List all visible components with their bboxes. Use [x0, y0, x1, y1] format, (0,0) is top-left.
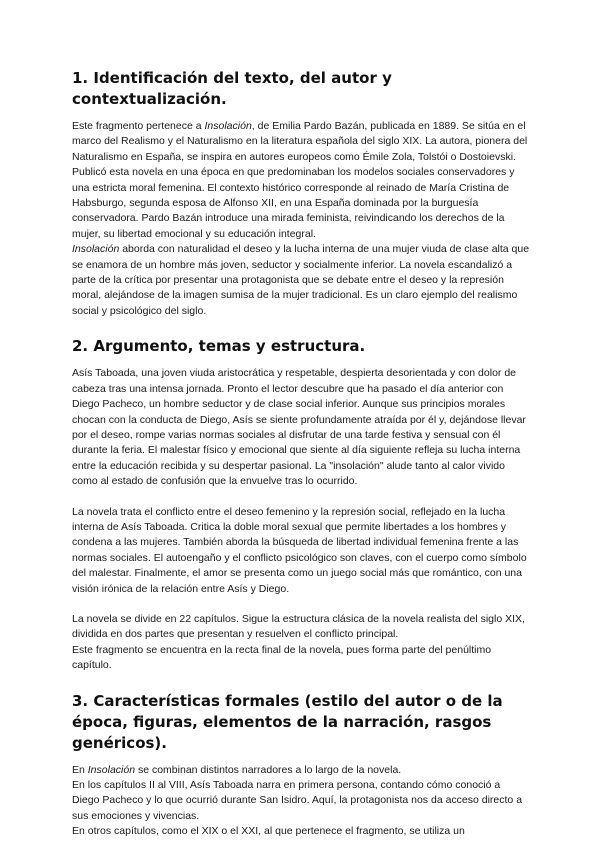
book-title: Insolación — [204, 120, 252, 132]
book-title: Insolación — [72, 243, 120, 256]
section-2-heading: 2. Argumento, temas y estructura. — [72, 337, 366, 356]
section-1-heading: 1. Identificación del texto, del autor y contextualización. — [72, 69, 392, 108]
text-run: se combinan distintos narradores a lo largo de la novela. — [135, 763, 402, 776]
section-2-paragraph-3: La novela se divide en 22 capítulos. Sigue la estructura clásica de la novela realista del siglo XIX, dividida en dos partes que presentan y resuelven el conflicto principal. — [72, 612, 525, 641]
text-run: Este fragmento pertenece a — [72, 120, 205, 132]
section-2-paragraph-1: Asís Taboada, una joven viuda aristocrática y respetable, despierta desorientada y con dolor de cabeza tras una intensa jornada. Pronto el lector descubre que ha pasado el día anterior con Diego Pacheco, un hombre seductor y de clase social inferior. Aunque sus principios morales chocan con la conducta de Diego, Asís se siente profundamente atraída por él y, dejándose llevar por el deseo, rompe varias normas sociales al disfrutar de una tarde festiva y sensual con él durante la feria. El malestar físico y emocional que siente al día siguiente refleja su lucha interna entre la educación recibida y su despertar pasional. La "insolación" alude tanto al calor vivido como al estado de confusión que la envuelve tras lo ocurrido. — [72, 367, 526, 488]
section-2-paragraph-4: Este fragmento se encuentra en la recta final de la novela, pues forma parte del penúltimo capítulo. — [72, 643, 492, 672]
book-title: Insolación — [87, 763, 136, 776]
text-run: En — [72, 763, 88, 776]
section-3-heading: 3. Características formales (estilo del autor o de la época, figuras, elementos de la narración, rasgos genéricos). — [72, 691, 503, 752]
section-3-paragraph-1 — [72, 763, 530, 778]
section-1-paragraph-1 — [72, 119, 530, 242]
text-run: , de Emilia Pardo Bazán, publicada en 1889. Se sitúa en el marco del Realismo y el Naturalismo en la literatura española del siglo XIX. La autora, pionera del Naturalismo en España, se inspira en autores europeos como Émile Zola, Tolstói o Dostoievski. Publicó esta novela en una época en que predominaban los modelos sociales conservadores y una estricta moral femenina. El contexto histórico corresponde al reinado de María Cristina de Habsburgo, segunda esposa de Alfonso XII, en una España dominada por la burguesía conservadora. Pardo Bazán introduce una mirada feminista, reivindicando los derechos de la mujer, su libertad emocional y su educación integral. — [72, 120, 528, 240]
text-run: aborda con naturalidad el deseo y la lucha interna de una mujer viuda de clase alta que se enamora de un hombre más joven, seductor y socialmente inferior. La novela escandalizó a parte de la crítica por presentar una protagonista que se debate entre el deseo y la represión moral, alejándose de la imagen sumisa de la mujer tradicional. Es un claro ejemplo del realismo social y psicológico del siglo. — [72, 243, 530, 317]
section-1-paragraph-2 — [72, 242, 530, 319]
section-3-paragraph-3: En otros capítulos, como el XIX o el XXI, al que pertenece el fragmento, se utiliza un — [72, 825, 465, 838]
section-2-paragraph-2: La novela trata el conflicto entre el deseo femenino y la represión social, reflejado en la lucha interna de Asís Taboada. Critica la doble moral sexual que permite libertades a los hombres y condena a las mujeres. También aborda la búsqueda de libertad individual femenina frente a las normas sociales. El autoengaño y el conflicto psicológico son claves, con el cuerpo como símbolo del malestar. Finalmente, el amor se presenta como un juego social más que romántico, con una visión irónica de la relación entre Asís y Diego. — [72, 505, 527, 595]
section-3-paragraph-2: En los capítulos II al VIII, Asís Taboada narra en primera persona, contando cómo conoció a Diego Pacheco y lo que ocurrió durante San Isidro. Aquí, la protagonista nos da acceso directo a sus emociones y vivencias. — [72, 779, 523, 822]
